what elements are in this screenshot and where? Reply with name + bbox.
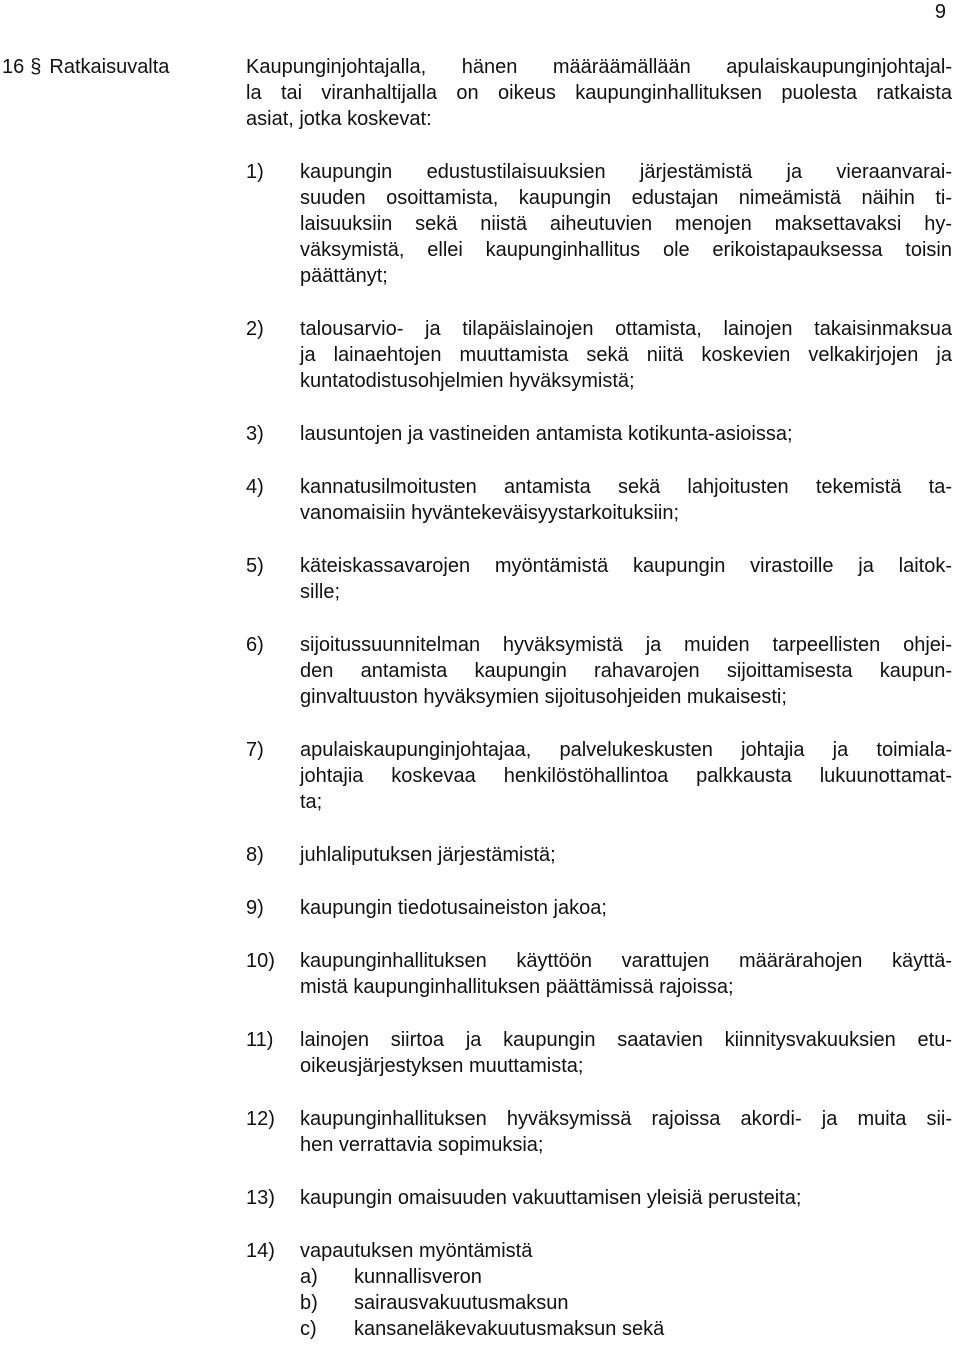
- item-line: ta;: [300, 791, 323, 813]
- item-line: den antamista kaupungin rahavarojen sijoittamisesta kaupun-: [300, 660, 952, 682]
- item-line: väksymistä, ellei kaupunginhallitus ole erikoistapauksessa toisin: [300, 239, 952, 261]
- item-number: 7): [246, 739, 264, 761]
- list-item: [246, 1028, 952, 1080]
- list-item: [246, 317, 952, 395]
- sub-item-letter: a): [300, 1266, 318, 1288]
- item-line: oikeusjärjestyksen muuttamista;: [300, 1055, 584, 1077]
- sub-item-letter: c): [300, 1318, 317, 1340]
- item-number: 4): [246, 476, 264, 498]
- section-title: Ratkaisuvalta: [49, 56, 170, 78]
- sub-item: [300, 1317, 952, 1343]
- item-number: 8): [246, 844, 264, 866]
- item-text: [300, 1107, 952, 1159]
- item-text: [300, 554, 952, 606]
- list-item: [246, 1186, 952, 1212]
- item-number: 11): [246, 1029, 274, 1051]
- intro-line: la tai viranhaltijalla on oikeus kaupunginhallituksen puolesta ratkaista: [246, 82, 952, 104]
- item-line: kaupunginhallituksen hyväksymissä rajoissa akordi- ja muita sii-: [300, 1108, 952, 1130]
- item-line: vanomaisiin hyväntekeväisyystarkoituksiin;: [300, 502, 680, 524]
- item-text: [300, 949, 952, 1001]
- item-text: [300, 160, 952, 290]
- section-heading: [2, 55, 169, 79]
- item-number: 12): [246, 1108, 275, 1130]
- item-line: hen verrattavia sopimuksia;: [300, 1134, 544, 1156]
- item-text: [300, 1239, 952, 1343]
- item-line: ginvaltuuston hyväksymien sijoitusohjeiden mukaisesti;: [300, 686, 787, 708]
- list-item: [246, 949, 952, 1001]
- sub-item-text: kunnallisveron: [354, 1266, 482, 1288]
- item-text: [300, 475, 952, 527]
- sub-item-text: sairausvakuutusmaksun: [354, 1292, 569, 1314]
- item-number: 5): [246, 555, 264, 577]
- sub-item: [300, 1291, 952, 1317]
- item-number: 2): [246, 318, 264, 340]
- item-number: 10): [246, 950, 275, 972]
- section-content: [246, 55, 952, 1370]
- item-line: kaupungin omaisuuden vakuuttamisen yleisiä perusteita;: [300, 1187, 802, 1209]
- list-item: [246, 843, 952, 869]
- item-line: mistä kaupunginhallituksen päättämissä rajoissa;: [300, 976, 734, 998]
- item-number: 6): [246, 634, 264, 656]
- item-line: johtajia koskevaa henkilöstöhallintoa palkkausta lukuunottamat-: [300, 765, 952, 787]
- item-line: kuntatodistusohjelmien hyväksymistä;: [300, 370, 635, 392]
- item-text: [300, 843, 952, 869]
- item-line: juhlaliputuksen järjestämistä;: [300, 844, 556, 866]
- item-number: 13): [246, 1187, 275, 1209]
- item-text: [300, 896, 952, 922]
- item-text: [300, 422, 952, 448]
- list-item: [246, 1107, 952, 1159]
- item-line: sille;: [300, 581, 341, 603]
- list-item: [246, 422, 952, 448]
- item-text: [300, 1028, 952, 1080]
- item-line: lausuntojen ja vastineiden antamista kotikunta-asioissa;: [300, 423, 793, 445]
- list-item: [246, 160, 952, 290]
- item-line: suuden osoittamista, kaupungin edustajan nimeämistä näihin ti-: [300, 187, 952, 209]
- item-line: ja lainaehtojen muuttamista sekä niitä koskevien velkakirjojen ja: [300, 344, 952, 366]
- sub-item: [300, 1265, 952, 1291]
- item-text: [300, 633, 952, 711]
- list-item: [246, 738, 952, 816]
- sub-item-letter: b): [300, 1292, 318, 1314]
- item-line: lainojen siirtoa ja kaupungin saatavien kiinnitysvakuuksien etu-: [300, 1029, 952, 1051]
- section-number: 16: [2, 56, 25, 78]
- list-item: [246, 896, 952, 922]
- item-line: kannatusilmoitusten antamista sekä lahjoitusten tekemistä ta-: [300, 476, 952, 498]
- item-line: päättänyt;: [300, 265, 388, 287]
- page-number: 9: [934, 1, 946, 23]
- list-item: [246, 633, 952, 711]
- intro-line: asiat, jotka koskevat:: [246, 108, 432, 130]
- list-item: [246, 1239, 952, 1343]
- intro-line: Kaupunginjohtajalla, hänen määräämällään apulaiskaupunginjohtajal-: [246, 56, 952, 78]
- item-line: talousarvio- ja tilapäislainojen ottamista, lainojen takaisinmaksua: [300, 318, 952, 340]
- item-text: [300, 738, 952, 816]
- item-line: kaupungin edustustilaisuuksien järjestämistä ja vieraanvarai-: [300, 161, 952, 183]
- section-sign: §: [30, 56, 42, 78]
- item-number: 9): [246, 897, 264, 919]
- list-item: [246, 475, 952, 527]
- list-item: [246, 554, 952, 606]
- item-line: kaupungin tiedotusaineiston jakoa;: [300, 897, 607, 919]
- item-line: kaupunginhallituksen käyttöön varattujen määrärahojen käyttä-: [300, 950, 952, 972]
- item-number: 1): [246, 161, 264, 183]
- sub-item-text: kansaneläkevakuutusmaksun sekä: [354, 1318, 665, 1340]
- item-number: 14): [246, 1240, 275, 1262]
- item-line: vapautuksen myöntämistä: [300, 1240, 533, 1262]
- item-number: 3): [246, 423, 264, 445]
- item-line: sijoitussuunnitelman hyväksymistä ja muiden tarpeellisten ohjei-: [300, 634, 952, 656]
- item-line: käteiskassavarojen myöntämistä kaupungin virastoille ja laitok-: [300, 555, 952, 577]
- item-text: [300, 1186, 952, 1212]
- intro-paragraph: [246, 55, 952, 133]
- item-text: [300, 317, 952, 395]
- item-line: apulaiskaupunginjohtajaa, palvelukeskusten johtajia ja toimiala-: [300, 739, 952, 761]
- item-line: laisuuksiin sekä niistä aiheutuvien menojen maksettavaksi hy-: [300, 213, 952, 235]
